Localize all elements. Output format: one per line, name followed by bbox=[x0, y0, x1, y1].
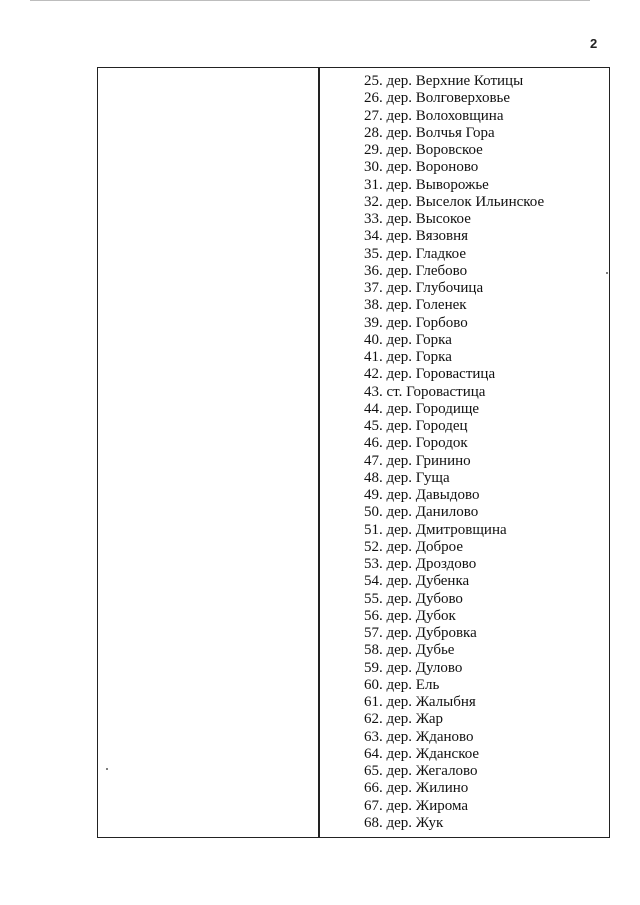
list-item: 25. дер. Верхние Котицы bbox=[364, 73, 524, 89]
column-divider bbox=[318, 68, 320, 837]
list-item: 48. дер. Гуща bbox=[364, 469, 450, 486]
list-item: 49. дер. Давыдово bbox=[364, 487, 480, 503]
list-item: 31. дер. Выворожье bbox=[364, 176, 489, 193]
list-item: 63. дер. Жданово bbox=[364, 728, 474, 745]
list-item: 30. дер. Вороново bbox=[364, 159, 479, 176]
settlement-list bbox=[364, 73, 544, 832]
list-item: 44. дер. Городище bbox=[364, 400, 480, 417]
page-number: 2 bbox=[590, 36, 598, 51]
list-item: 62. дер. Жар bbox=[364, 711, 444, 728]
list-item: 64. дер. Жданское bbox=[364, 745, 480, 762]
list-item: 58. дер. Дубье bbox=[364, 642, 455, 659]
list-item: 37. дер. Глубочица bbox=[364, 280, 484, 296]
scan-edge-line bbox=[30, 0, 590, 1]
list-item: 51. дер. Дмитровщина bbox=[364, 521, 507, 538]
list-item: 27. дер. Волоховщина bbox=[364, 107, 504, 124]
list-item: 52. дер. Доброе bbox=[364, 538, 463, 555]
list-item: 47. дер. Гринино bbox=[364, 452, 471, 469]
list-item: 53. дер. Дроздово bbox=[364, 556, 477, 572]
list-item: 39. дер. Горбово bbox=[364, 314, 468, 331]
list-item: 28. дер. Волчья Гора bbox=[364, 124, 495, 141]
settlement-table bbox=[97, 67, 610, 838]
list-item: 60. дер. Ель bbox=[364, 676, 440, 693]
list-item: 50. дер. Данилово bbox=[364, 504, 479, 521]
list-item: 54. дер. Дубенка bbox=[364, 573, 470, 590]
list-item: 36. дер. Глебово bbox=[364, 262, 468, 279]
list-item: 45. дер. Городец bbox=[364, 418, 468, 434]
list-item: 61. дер. Жалыбня bbox=[364, 694, 476, 710]
list-item: 55. дер. Дубово bbox=[364, 590, 463, 607]
list-item: 68. дер. Жук bbox=[364, 814, 444, 831]
list-item: 59. дер. Дулово bbox=[364, 659, 463, 676]
list-item: 34. дер. Вязовня bbox=[364, 228, 469, 245]
list-item: 26. дер. Волговерховье bbox=[364, 90, 511, 107]
list-item: 35. дер. Гладкое bbox=[364, 245, 466, 262]
list-item: 40. дер. Горка bbox=[364, 331, 452, 348]
list-item: 38. дер. Голенек bbox=[364, 297, 467, 314]
list-item: 67. дер. Жирома bbox=[364, 797, 469, 814]
list-item: 57. дер. Дубровка bbox=[364, 625, 477, 641]
list-item: 43. ст. Горовастица bbox=[364, 383, 486, 400]
list-item: 56. дер. Дубок bbox=[364, 607, 456, 624]
scan-speck bbox=[106, 768, 108, 770]
list-item: 41. дер. Горка bbox=[364, 349, 452, 365]
list-item: 66. дер. Жилино bbox=[364, 780, 469, 797]
list-item: 46. дер. Городок bbox=[364, 435, 468, 452]
scan-speck bbox=[606, 272, 608, 274]
list-item: 42. дер. Горовастица bbox=[364, 366, 496, 383]
list-item: 29. дер. Воровское bbox=[364, 142, 483, 158]
list-item: 33. дер. Высокое bbox=[364, 211, 471, 227]
list-item: 32. дер. Выселок Ильинское bbox=[364, 193, 545, 210]
list-item: 65. дер. Жегалово bbox=[364, 763, 478, 779]
